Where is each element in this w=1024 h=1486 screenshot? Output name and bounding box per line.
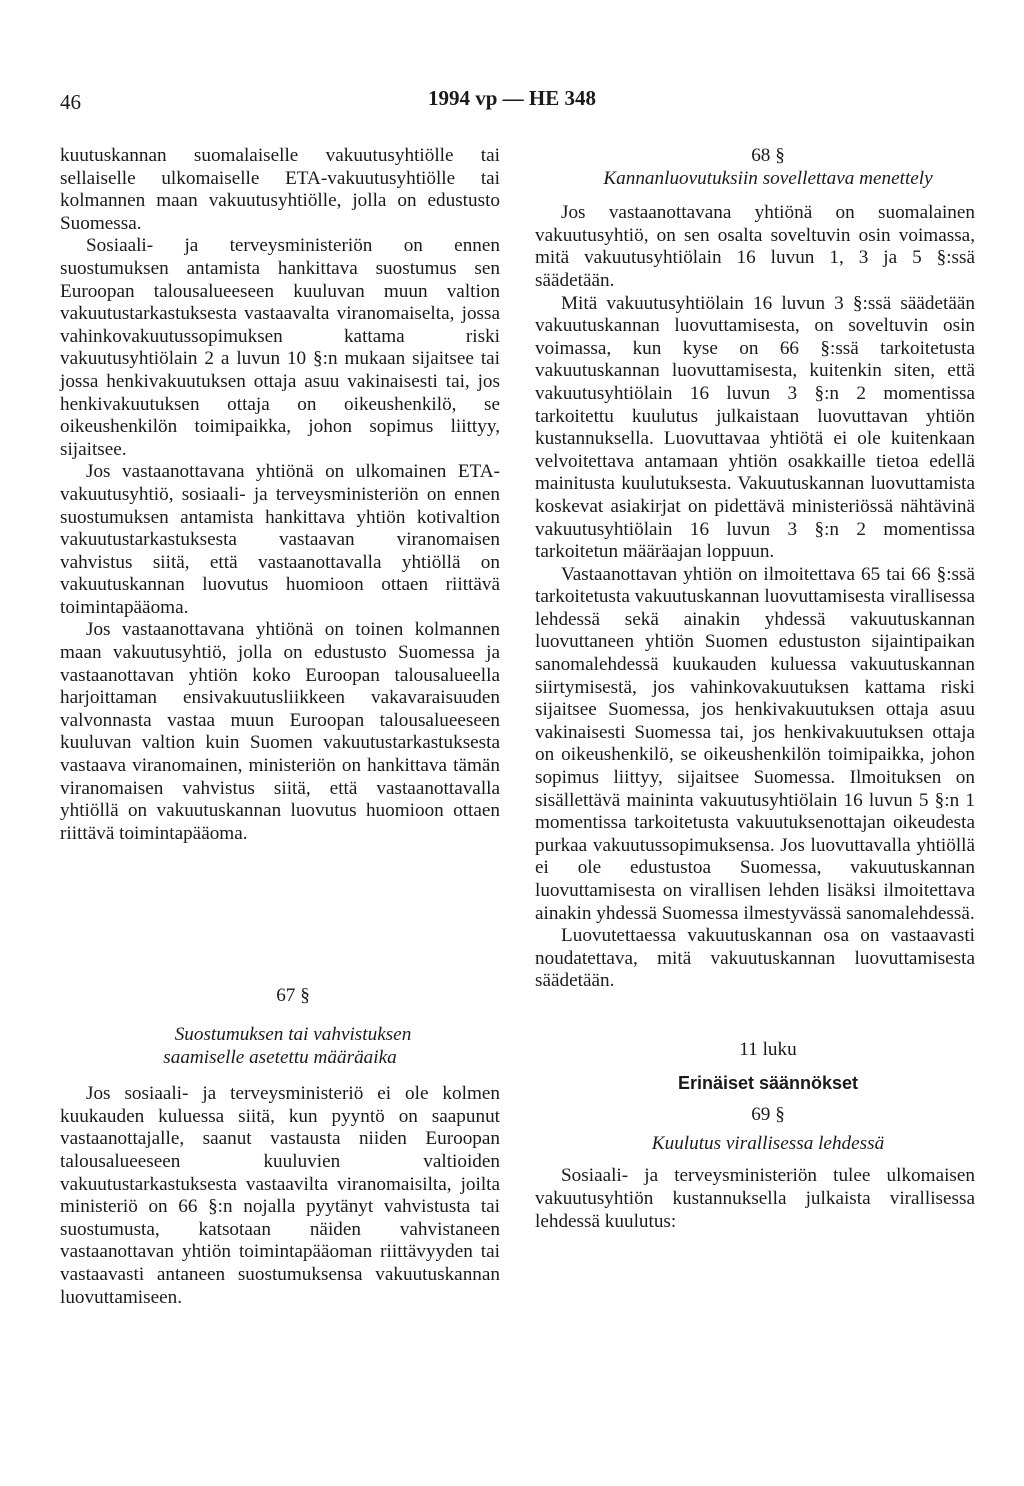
paragraph: Sosiaali- ja terveysministeriön tulee ulkomaisen vakuutusyhtiön kustannuksella julkaista virallisessa lehdessä kuulutus: <box>535 1165 975 1232</box>
paragraph: Jos sosiaali- ja terveysministeriö ei ole kolmen kuukauden kuluessa siitä, kun pyyntö on saapunut vastaanottajalle, saanut vastausta niiden Euroopan talousalueeseen kuuluvien valtioiden vakuutustarkastuksesta vastaavilta viranomaisilta, joilta ministeriö on 66 §:n nojalla pyytänyt vahvistusta tai suostumusta, katsotaan näiden vahvistaneen vastaanottavan yhtiön toimintapääoman riittävyyden tai vastaavasti antaneen suostumuksensa vakuutuskannan luovuttamiseen. <box>60 1083 500 1308</box>
paragraph: Jos vastaanottavana yhtiönä on toinen kolmannen maan vakuutusyhtiö, jolla on edustusto Suomessa ja vastaanottavan yhtiön koko Euroopan talousalueella harjoittaman ensivakuutusliikkeen vakavaraisuuden valvonnasta vastaa muun Euroopan talousalueeseen kuuluvan valtion kuin Suomen vakuutustarkastuksesta vastaava viranomainen, ministeriön on hankittava tämän viranomaisen vahvistus siitä, että vastaanottavalla yhtiöllä on vakuutuskannan luovutus huomioon ottaen riittävä toimintapääoma. <box>60 619 500 844</box>
document-title: 1994 vp — HE 348 <box>427 86 597 110</box>
chapter-title: Erinäiset säännökset <box>677 1072 859 1093</box>
section-title: Kannanluovutuksiin sovellettava menettely <box>603 167 933 189</box>
paragraph: Mitä vakuutusyhtiölain 16 luvun 3 §:ssä säädetään vakuutuskannan luovuttamisesta, on soveltuvin osin voimassa, kun kyse on 66 §:ssä tarkoitetusta vakuutuskannan luovuttamisesta, kuitenkin siten, että vakuutusyhtiölain 16 luvun 3 §:n 2 momentissa tarkoitettu kuulutus julkaistaan luovuttavan yhtiön kustannuksella. Luovuttavaa yhtiötä ei ole kuitenkaan velvoitettava antamaan yhtiön osakkaille tietoa edellä mainitusta kuulutuksesta. Vakuutuskannan luovuttamista koskevat asiakirjat on pidettävä ministeriössä nähtävinä vakuutusyhtiölain 16 luvun 3 §:n 2 momentissa tarkoitetun määräajan loppuun. <box>535 292 975 563</box>
paragraph: Luovutettaessa vakuutuskannan osa on vastaavasti noudatettava, mitä vakuutuskannan luovuttamisesta säädetään. <box>535 925 975 992</box>
paragraph: Jos vastaanottavana yhtiönä on ulkomainen ETA-vakuutusyhtiö, sosiaali- ja terveysministeriön on ennen suostumuksen antamista hankittava yhtiön kotivaltion vakuutustarkastuksesta vastaavan viranomaisen vahvistus siitä, että vastaanottavalla yhtiöllä on vakuutuskannan luovutus huomioon ottaen riittävä toimintapääoma. <box>60 461 500 618</box>
section-number: 68 § <box>751 145 785 166</box>
page-header <box>0 82 1024 112</box>
section-number: 67 § <box>276 985 310 1007</box>
paragraph: Vastaanottavan yhtiön on ilmoitettava 65 tai 66 §:ssä tarkoitetusta vakuutuskannan luovuttamisesta virallisessa lehdessä sekä ainakin yhdessä vakuutuskannan luovuttaneen yhtiön Suomen edustuston sijaintipaikan sanomalehdessä kuukauden kuluessa vakuutuskannan siirtymisestä, jos vahinkovakuutuksen kattama riski sijaitsee Suomessa, jos henkivakuutuksen ottaja asuu vakinaisesti Suomessa tai, jos henkivakuutuksen ottaja on oikeushenkilö, se oikeushenkilön toimipaikka, johon sopimus liittyy, sijaitsee Suomessa. Ilmoituksen on sisällettävä maininta vakuutusyhtiölain 16 luvun 5 §:n 1 momentissa tarkoitetusta vakuutuksenottajan oikeudesta purkaa vakuutussopimuksensa. Jos luovuttavalla yhtiöllä ei ole edustustoa Suomessa, vakuutuskannan luovuttamisesta on virallisen lehden lisäksi ilmoitettava ainakin yhdessä Suomessa ilmestyvässä sanomalehdessä. <box>535 563 975 924</box>
spacer <box>60 845 500 985</box>
paragraph: Jos vastaanottavana yhtiönä on suomalainen vakuutusyhtiö, on sen osalta soveltuvin osin voimassa, mitä vakuutusyhtiölain 16 luvun 1, 3 ja 5 §:ssä säädetään. <box>535 202 975 291</box>
paragraph: kuutuskannan suomalaiselle vakuutusyhtiölle tai sellaiselle ulkomaiselle ETA-vakuutusyhtiölle tai kolmannen maan vakuutusyhtiölle, jolla on edustusto Suomessa. <box>60 145 500 234</box>
section-number: 69 § <box>751 1104 785 1126</box>
right-column <box>535 145 975 1233</box>
left-column <box>60 145 500 1309</box>
section-title: Kuulutus virallisessa lehdessä <box>651 1132 885 1154</box>
paragraph: Sosiaali- ja terveysministeriön on ennen suostumuksen antamista hankittava suostumus sen Euroopan talousalueeseen kuuluvan muun valtion vakuutustarkastuksesta vastaavalta viranomaiselta, jossa vahinkovakuutussopimuksen kattama riski vakuutusyhtiölain 2 a luvun 10 §:n mukaan sijaitsee tai jossa henkivakuutuksen ottaja asuu vakinaisesti tai, jos henkivakuutuksen ottaja on oikeushenkilö, se oikeushenkilön toimipaikka, johon sopimus liittyy, sijaitsee. <box>60 235 500 460</box>
chapter-number: 11 luku <box>739 1038 797 1060</box>
section-title: Suostumuksen tai vahvistuksen saamiselle asetettu määräaika <box>163 1024 412 1068</box>
page-number: 46 <box>60 90 81 114</box>
